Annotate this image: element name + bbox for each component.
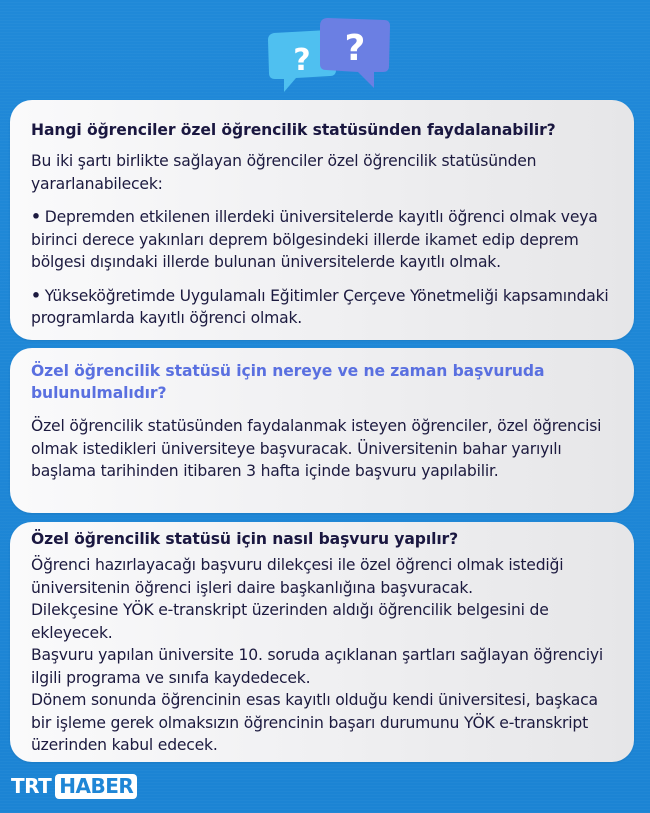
bullet-icon: •	[31, 286, 41, 305]
right-question-bubble-icon	[320, 18, 390, 88]
faq-answer-paragraph: Dönem sonunda öğrencinin esas kayıtlı olduğu kendi üniversitesi, başkaca bir işleme gerek olmaksızın öğrencinin başarı durumunu YÖK e-transkript üzerinden kabul edecek.	[31, 691, 598, 754]
faq-answer-paragraph: Başvuru yapılan üniversite 10. soruda açıklanan şartları sağlayan öğrenciyi ilgili programa ve sınıfa kaydedecek.	[31, 646, 604, 687]
svg-text:?: ?	[344, 28, 366, 69]
logo-haber-text: HABER	[55, 774, 137, 799]
faq-answer-text	[31, 554, 616, 757]
question-speech-bubbles-icon	[262, 8, 392, 96]
faq-card-how-to-apply	[10, 522, 634, 762]
faq-answer-text: Özel öğrencilik statüsünden faydalanmak isteyen öğrenciler, özel öğrencisi olmak istedikleri üniversiteye başvuracak. Üniversitenin bahar yarıyılı başlama tarihinden itibaren 3 hafta içinde başvuru yapılabilir.	[31, 417, 602, 480]
svg-text:?: ?	[293, 43, 311, 78]
faq-card-eligibility	[10, 100, 634, 340]
faq-card-where-when	[10, 348, 634, 513]
bullet-text: Yükseköğretimde Uygulamalı Eğitimler Çerçeve Yönetmeliği kapsamındaki programlarda kayıtlı öğrenci olmak.	[31, 286, 609, 327]
trt-haber-logo	[11, 773, 137, 799]
faq-question-title: Özel öğrencilik statüsü için nereye ve ne zaman başvuruda bulunulmalıdır?	[31, 362, 545, 402]
faq-bullet-item	[31, 206, 616, 274]
logo-trt-text: TRT	[11, 774, 52, 798]
faq-answer-paragraph: Dilekçesine YÖK e-transkript üzerinden aldığı öğrencilik belgesini de ekleyecek.	[31, 601, 549, 642]
faq-bullet-item	[31, 285, 616, 330]
faq-answer-paragraph: Öğrenci hazırlayacağı başvuru dilekçesi ile özel öğrenci olmak istediği üniversitenin öğrenci işleri daire başkanlığına başvuracak.	[31, 556, 564, 597]
bullet-icon: •	[31, 208, 41, 226]
faq-intro-text: Bu iki şartı birlikte sağlayan öğrenciler özel öğrencilik statüsünden yararlanabilecek:	[31, 152, 537, 193]
bullet-text: Depremden etkilenen illerdeki üniversitelerde kayıtlı öğrenci olmak veya birinci derece yakınları deprem bölgesindeki illerde ikamet edip deprem bölgesi dışındaki illerde bulunan üniversitelerde kayıtlı olmak.	[31, 208, 598, 271]
faq-question-title: Hangi öğrenciler özel öğrencilik statüsünden faydalanabilir?	[31, 121, 556, 139]
faq-question-title: Özel öğrencilik statüsü için nasıl başvuru yapılır?	[31, 530, 459, 548]
